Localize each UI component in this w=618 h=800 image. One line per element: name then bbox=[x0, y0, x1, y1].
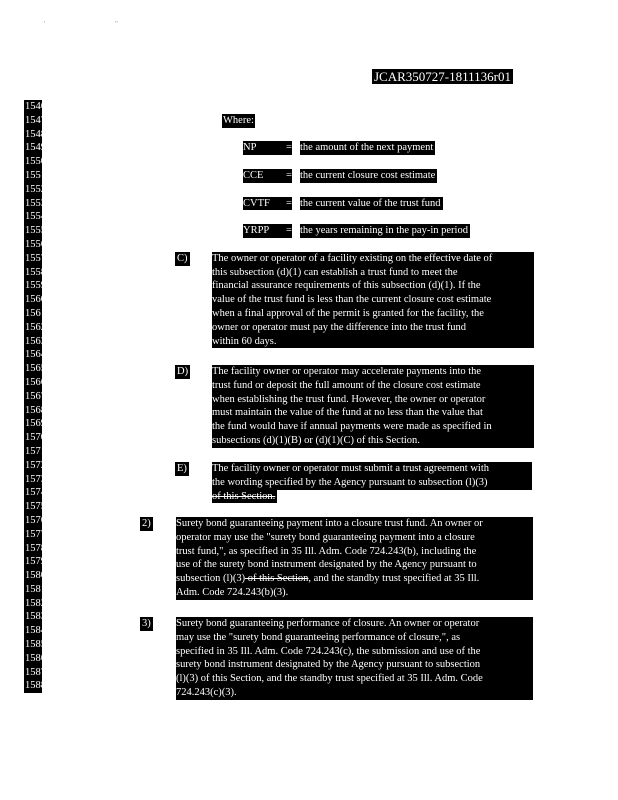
def-text-cce: the current closure cost estimate bbox=[300, 170, 436, 181]
text-after: , and the standby trust specified at 35 Ill. bbox=[308, 573, 480, 585]
paragraph-line: within 60 days. bbox=[212, 335, 277, 347]
paragraph-line: 724.243(c)(3). bbox=[176, 686, 237, 698]
paragraph-line: surety bond instrument designated by the Agency pursuant to subsection bbox=[176, 659, 481, 671]
line-number: 1546 bbox=[25, 101, 46, 112]
line-number: 1581 bbox=[25, 583, 46, 595]
line-number: 1574 bbox=[25, 487, 46, 499]
paragraph-line: The facility owner or operator may accelerate payments into the bbox=[212, 366, 482, 377]
def-symbol-cvtf: CVTF bbox=[243, 197, 288, 211]
line-number: 1575 bbox=[25, 501, 46, 513]
line-number: 1568 bbox=[25, 404, 46, 416]
line-number: 1579 bbox=[25, 556, 46, 568]
line-number: 1584 bbox=[25, 625, 46, 637]
paragraph-line: the fund would have if annual payments were made as specified in bbox=[212, 421, 492, 433]
line-number: 1551 bbox=[25, 169, 46, 181]
def-symbol-yrpp: YRPP bbox=[243, 224, 288, 238]
line-number: 1577 bbox=[25, 528, 46, 540]
paragraph-line: value of the trust fund is less than the current closure cost estimate bbox=[212, 294, 492, 306]
def-eq-cce: = bbox=[286, 170, 292, 181]
struck-text: of this Section. bbox=[212, 490, 276, 502]
paragraph-line: The facility owner or operator must submit a trust agreement with bbox=[212, 463, 490, 474]
paragraph-line: specified in 35 Ill. Adm. Code 724.243(c), the submission and use of the bbox=[176, 645, 481, 657]
def-symbol-np: NP bbox=[243, 141, 288, 155]
def-eq-cvtf: = bbox=[286, 197, 292, 209]
paragraph-line: Adm. Code 724.243(b)(3). bbox=[176, 586, 289, 598]
line-number: 1557 bbox=[25, 252, 46, 264]
line-number: 1552 bbox=[25, 183, 46, 195]
paragraph-d bbox=[212, 365, 534, 448]
line-number: 1564 bbox=[25, 349, 46, 361]
def-eq-yrpp: = bbox=[286, 225, 292, 237]
line-number: 1550 bbox=[25, 156, 46, 168]
item-marker-c: C) bbox=[177, 252, 188, 264]
line-number: 1569 bbox=[25, 418, 46, 430]
line-number: 1549 bbox=[25, 142, 46, 154]
scan-specks: ' " bbox=[44, 20, 152, 28]
line-number: 1547 bbox=[25, 114, 46, 126]
line-number: 1554 bbox=[25, 211, 46, 223]
paragraph-line: trust fund or deposit the full amount of the closure cost estimate bbox=[212, 379, 481, 391]
line-number: 1586 bbox=[25, 652, 46, 664]
line-number: 1565 bbox=[25, 363, 46, 375]
paragraph-line: when establishing the trust fund. However, the owner or operator bbox=[212, 393, 486, 405]
paragraph-line: the wording specified by the Agency pursuant to subsection (l)(3) bbox=[212, 476, 488, 488]
paragraph-line: owner or operator must pay the difference into the trust fund bbox=[212, 321, 467, 333]
def-eq-np: = bbox=[286, 142, 292, 154]
line-number: 1567 bbox=[25, 390, 46, 402]
paragraph-line: use of the surety bond instrument designated by the Agency pursuant to bbox=[176, 559, 477, 571]
paragraph-line: operator may use the "surety bond guaranteeing payment into a closure bbox=[176, 531, 475, 543]
line-number: 1572 bbox=[25, 459, 46, 471]
def-text-yrpp: the years remaining in the pay-in period bbox=[300, 225, 468, 237]
struck-text: of this Section bbox=[245, 573, 309, 585]
line-number: 1588 bbox=[25, 680, 46, 692]
paragraph-c bbox=[212, 252, 534, 349]
paragraph-line: (l)(3) of this Section, and the standby trust specified at 35 Ill. Adm. Code bbox=[176, 673, 483, 685]
line-number: 1558 bbox=[25, 266, 46, 278]
line-number: 1583 bbox=[25, 611, 46, 623]
line-number: 1578 bbox=[25, 542, 46, 554]
paragraph-line: this subsection (d)(1) can establish a trust fund to meet the bbox=[212, 266, 458, 278]
paragraph-line: may use the "surety bond guaranteeing performance of closure,", as bbox=[176, 631, 461, 643]
paragraph-e bbox=[212, 462, 532, 490]
paragraph-line: Surety bond guaranteeing performance of closure. An owner or operator bbox=[176, 618, 480, 629]
line-number: 1555 bbox=[25, 225, 46, 237]
item-marker-e: E) bbox=[177, 463, 187, 474]
line-number-gutter bbox=[24, 100, 46, 693]
paragraph-line: trust fund,", as specified in 35 Ill. Adm. Code 724.243(b), including the bbox=[176, 545, 477, 557]
paragraph-line: subsections (d)(1)(B) or (d)(1)(C) of this Section. bbox=[212, 434, 420, 446]
paragraph-line: must maintain the value of the fund at no less than the value that bbox=[212, 407, 483, 419]
line-number: 1561 bbox=[25, 307, 46, 319]
line-number: 1585 bbox=[25, 639, 46, 651]
text-before: subsection (l)(3) bbox=[176, 573, 246, 585]
line-number: 1576 bbox=[25, 514, 46, 526]
def-text-np: the amount of the next payment bbox=[300, 142, 434, 154]
line-number: 1571 bbox=[25, 445, 46, 457]
item-marker-d: D) bbox=[177, 366, 189, 377]
def-symbol-cce: CCE bbox=[243, 169, 288, 183]
line-number: 1560 bbox=[25, 294, 46, 306]
line-number: 1556 bbox=[25, 238, 46, 250]
paragraph-2 bbox=[176, 517, 533, 600]
item-marker-2: 2) bbox=[142, 518, 151, 529]
line-number: 1587 bbox=[25, 666, 46, 678]
line-number: 1570 bbox=[25, 432, 46, 444]
line-number: 1563 bbox=[25, 335, 46, 347]
def-text-cvtf: the current value of the trust fund bbox=[300, 197, 441, 209]
line-number: 1566 bbox=[25, 376, 46, 388]
line-number: 1582 bbox=[25, 597, 46, 609]
where-label: Where: bbox=[223, 114, 254, 126]
line-number: 1548 bbox=[25, 128, 46, 140]
paragraph-line-mixed bbox=[176, 572, 533, 586]
paragraph-3 bbox=[176, 617, 533, 700]
line-number: 1580 bbox=[25, 570, 46, 582]
paragraph-line: The owner or operator of a facility existing on the effective date of bbox=[212, 252, 493, 264]
paragraph-line: Surety bond guaranteeing payment into a closure trust fund. An owner or bbox=[176, 518, 483, 529]
line-number: 1559 bbox=[25, 280, 46, 292]
line-number: 1573 bbox=[25, 473, 46, 485]
line-number: 1553 bbox=[25, 197, 46, 209]
paragraph-line: financial assurance requirements of this subsection (d)(1). If the bbox=[212, 280, 481, 292]
paragraph-line: when a final approval of the permit is granted for the facility, the bbox=[212, 307, 484, 319]
line-number: 1562 bbox=[25, 321, 46, 333]
document-code: JCAR350727-1811136r01 bbox=[374, 69, 511, 84]
item-marker-3: 3) bbox=[142, 618, 151, 629]
